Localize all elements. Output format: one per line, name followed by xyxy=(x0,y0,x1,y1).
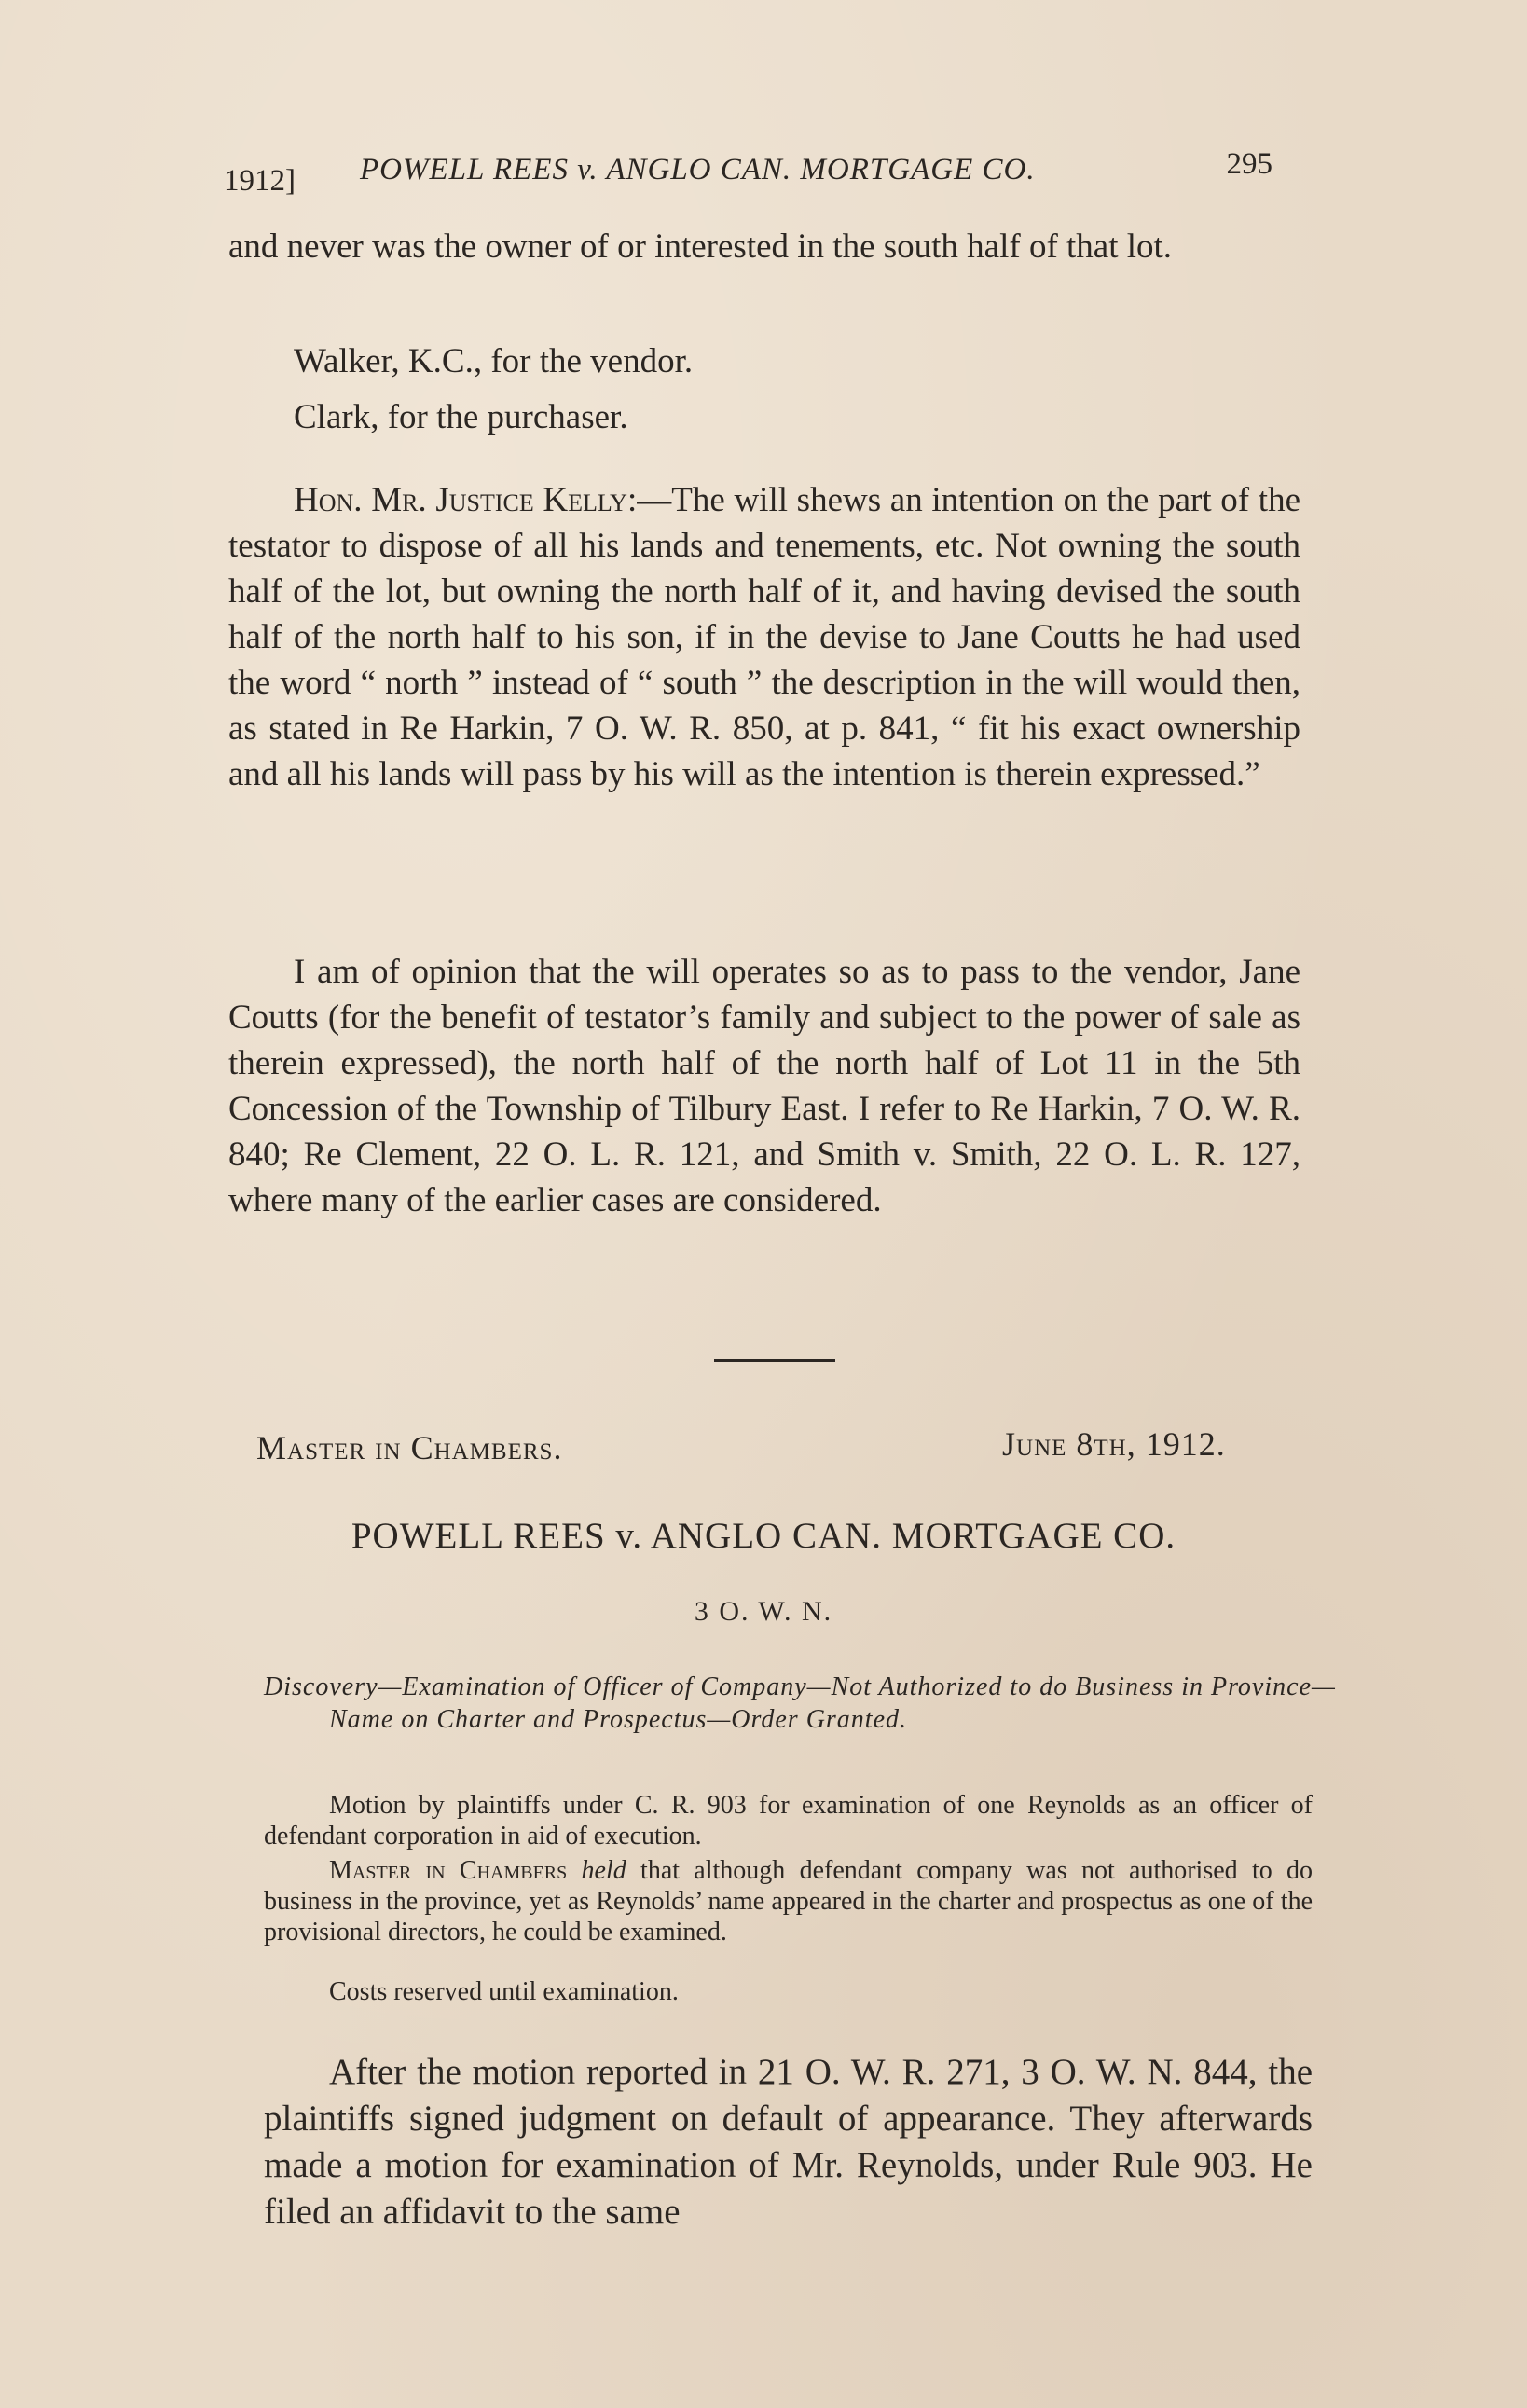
counsel-purchaser: Clark, for the purchaser. xyxy=(294,398,628,436)
case-title: POWELL REES v. ANGLO CAN. MORTGAGE CO. xyxy=(351,1516,1176,1556)
body-paragraph: After the motion reported in 21 O. W. R. 271, 3 O. W. N. 844, the plaintiffs signed judgment on default of appearance. They afterwards made a motion for examination of Mr. Reynolds, under Rule 903. He filed an affidavit to the same xyxy=(264,2052,1313,2232)
header-year: 1912] xyxy=(224,164,296,198)
summary-costs: Costs reserved until examination. xyxy=(329,1977,679,2006)
summary-held: held xyxy=(581,1856,626,1885)
judgment-paragraph xyxy=(228,477,1300,797)
summary-holding xyxy=(264,1855,1313,1947)
judgment-date: June 8th, 1912. xyxy=(1002,1425,1226,1463)
judgment-text: :—The will shews an intention on the part of the testator to dispose of all his lands and tenements, etc. Not owning the south half of the lot, but owning the north half of it, and having devised the south half of the north half to his son, if in the devise to Jane Coutts he had used the word “ north ” instead of “ south ” the description in the will would then, as stated in Re Harkin, 7 O. W. R. 850, at p. 841, “ fit his exact ownership and all his lands will pass by his will as the intention is therein expressed.” xyxy=(228,481,1300,793)
section-divider xyxy=(714,1359,835,1362)
running-header xyxy=(224,147,1272,203)
court-name: Master in Chambers. xyxy=(256,1429,563,1466)
running-title: POWELL REES v. ANGLO CAN. MORTGAGE CO. xyxy=(360,153,1036,186)
summary-court: Master in Chambers xyxy=(329,1856,568,1885)
case-citation: 3 O. W. N. xyxy=(694,1596,833,1627)
paragraph-continuation: and never was the owner of or interested in the south half of that lot. xyxy=(228,227,1173,266)
page-number: 295 xyxy=(1226,147,1272,181)
judge-name: Hon. Mr. Justice Kelly xyxy=(294,481,627,519)
counsel-vendor: Walker, K.C., for the vendor. xyxy=(294,342,694,380)
headnote: Discovery—Examination of Officer of Company—Not Authorized to do Business in Province—Name on Charter and Prospectus—Order Granted. xyxy=(264,1672,1336,1734)
summary-holding-text: that although defendant company was not authorised to do business in the province, yet as Reynolds’ name appeared in the charter and prospectus as one of the provisional directors, he could be examined. xyxy=(264,1856,1313,1947)
opinion-paragraph: I am of opinion that the will operates so as to pass to the vendor, Jane Coutts (for the benefit of testator’s family and subject to the power of sale as therein expressed), the north half of the north half of Lot 11 in the 5th Concession of the Township of Tilbury East. I refer to Re Harkin, 7 O. W. R. 840; Re Clement, 22 O. L. R. 121, and Smith v. Smith, 22 O. L. R. 127, where many of the earlier cases are considered. xyxy=(228,953,1300,1219)
summary-motion: Motion by plaintiffs under C. R. 903 for examination of one Reynolds as an officer of defendant corporation in aid of execution. xyxy=(264,1791,1313,1851)
